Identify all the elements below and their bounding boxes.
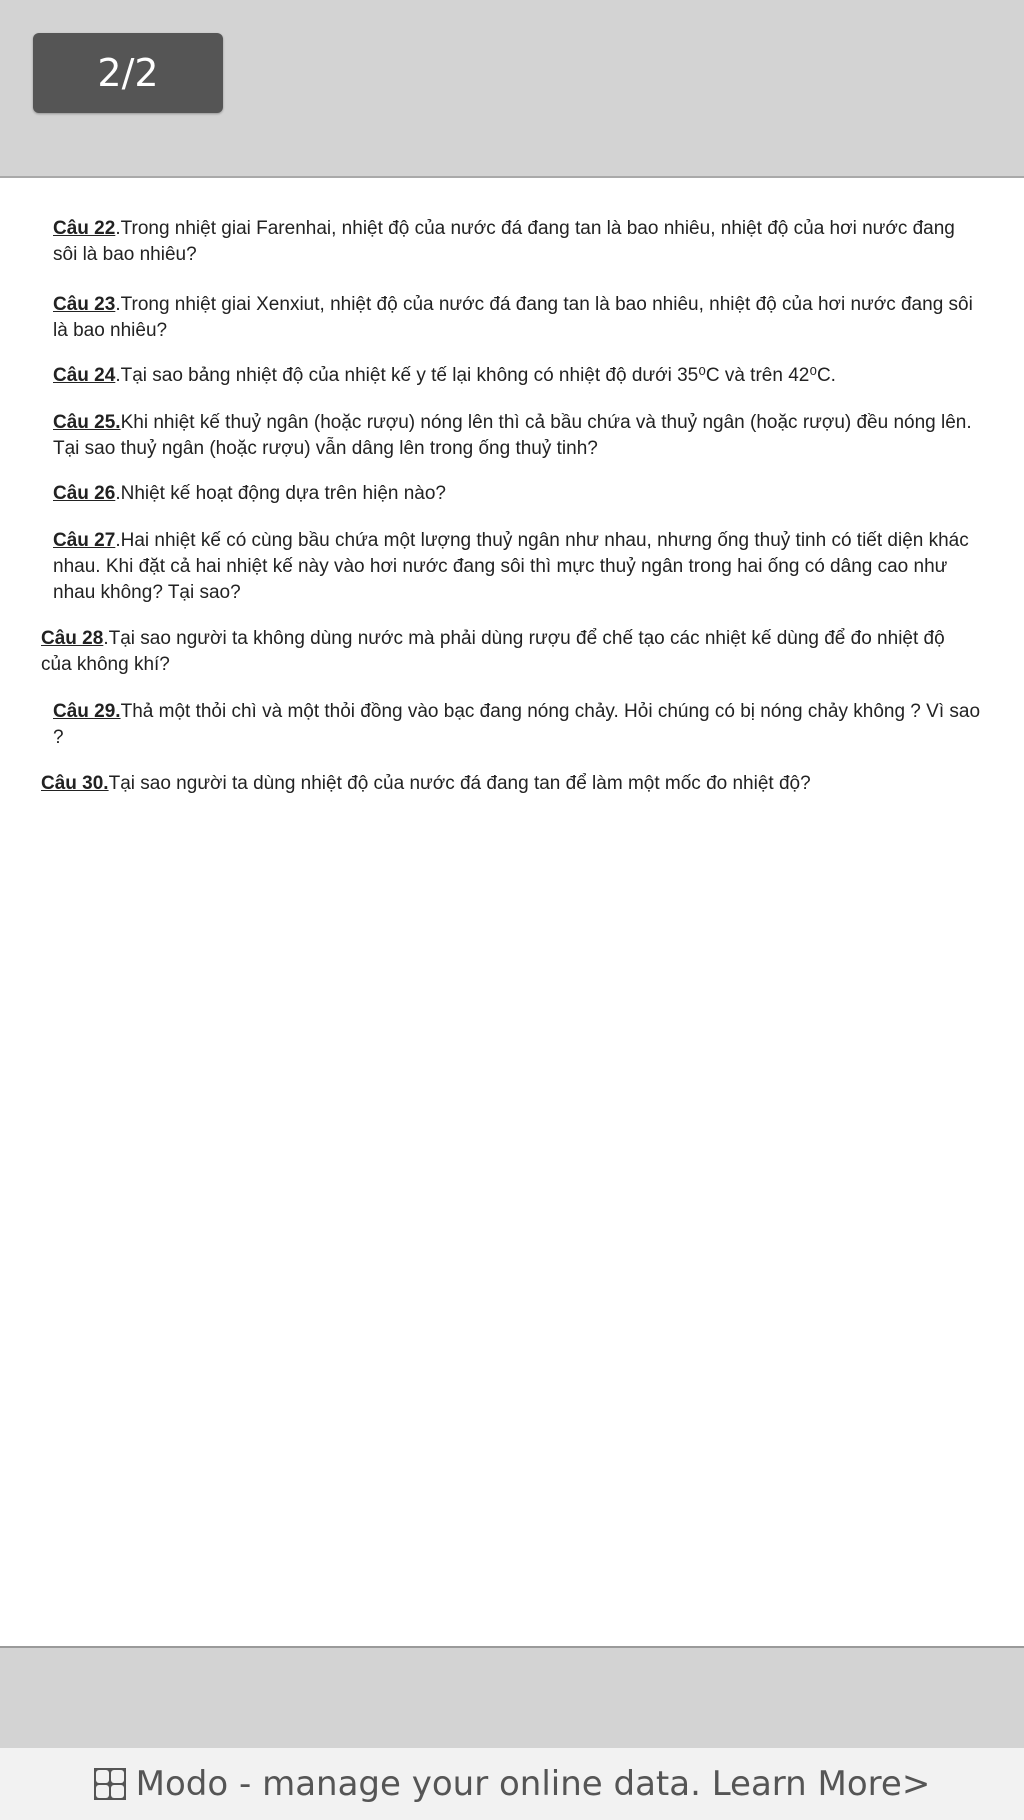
ad-banner[interactable] xyxy=(0,1748,1024,1820)
question-text: .Nhiệt kế hoạt động dựa trên hiện nào? xyxy=(115,483,446,504)
question-text: Khi nhiệt kế thuỷ ngân (hoặc rượu) nóng lên thì cả bầu chứa và thuỷ ngân (hoặc rượu) đều nóng lên. Tại sao thuỷ ngân (hoặc rượu) vẫn dâng lên trong ống thuỷ tinh? xyxy=(53,412,972,459)
question-label: Câu 30. xyxy=(41,773,109,794)
ad-text[interactable]: Modo - manage your online data. Learn More> xyxy=(135,1764,931,1804)
page-indicator[interactable]: 2/2 xyxy=(33,33,223,113)
question-30 xyxy=(41,771,971,797)
question-label: Câu 29. xyxy=(53,701,121,722)
document-page xyxy=(0,178,1024,1648)
question-24 xyxy=(53,363,983,389)
question-text: .Hai nhiệt kế có cùng bầu chứa một lượng thuỷ ngân như nhau, nhưng ống thuỷ tinh có tiết diện khác nhau. Khi đặt cả hai nhiệt kế này vào hơi nước đang sôi thì mực thuỷ ngân trong hai ống có dâng cao như nhau không? Tại sao? xyxy=(53,530,969,603)
question-22 xyxy=(53,216,983,268)
question-label: Câu 22 xyxy=(53,218,116,239)
question-text: .Tại sao người ta không dùng nước mà phải dùng rượu để chế tạo các nhiệt kế dùng để đo nhiệt độ của không khí? xyxy=(41,628,945,675)
question-28 xyxy=(41,626,971,678)
question-27 xyxy=(53,528,983,606)
question-label: Câu 23 xyxy=(53,294,116,315)
question-text: .Trong nhiệt giai Farenhai, nhiệt độ của nước đá đang tan là bao nhiêu, nhiệt độ của hơi nước đang sôi là bao nhiêu? xyxy=(53,218,955,265)
viewer-toolbar xyxy=(0,0,1024,178)
modo-logo-icon xyxy=(94,1768,126,1800)
viewer-bottom-area xyxy=(0,1648,1024,1748)
question-label: Câu 27 xyxy=(53,530,116,551)
question-label: Câu 25. xyxy=(53,412,121,433)
question-label: Câu 24 xyxy=(53,365,116,386)
question-label: Câu 28 xyxy=(41,628,104,649)
question-text: .Tại sao bảng nhiệt độ của nhiệt kế y tế lại không có nhiệt độ dưới 35⁰C và trên 42⁰C. xyxy=(115,365,836,386)
question-25 xyxy=(53,410,983,462)
question-23 xyxy=(53,292,983,344)
question-text: Thả một thỏi chì và một thỏi đồng vào bạc đang nóng chảy. Hỏi chúng có bị nóng chảy không ? Vì sao ? xyxy=(53,701,981,748)
question-text: .Trong nhiệt giai Xenxiut, nhiệt độ của nước đá đang tan là bao nhiêu, nhiệt độ của hơi nước đang sôi là bao nhiêu? xyxy=(53,294,973,341)
question-29 xyxy=(53,699,983,751)
question-label: Câu 26 xyxy=(53,483,116,504)
question-26 xyxy=(53,481,983,507)
question-text: Tại sao người ta dùng nhiệt độ của nước đá đang tan để làm một mốc đo nhiệt độ? xyxy=(108,773,811,794)
